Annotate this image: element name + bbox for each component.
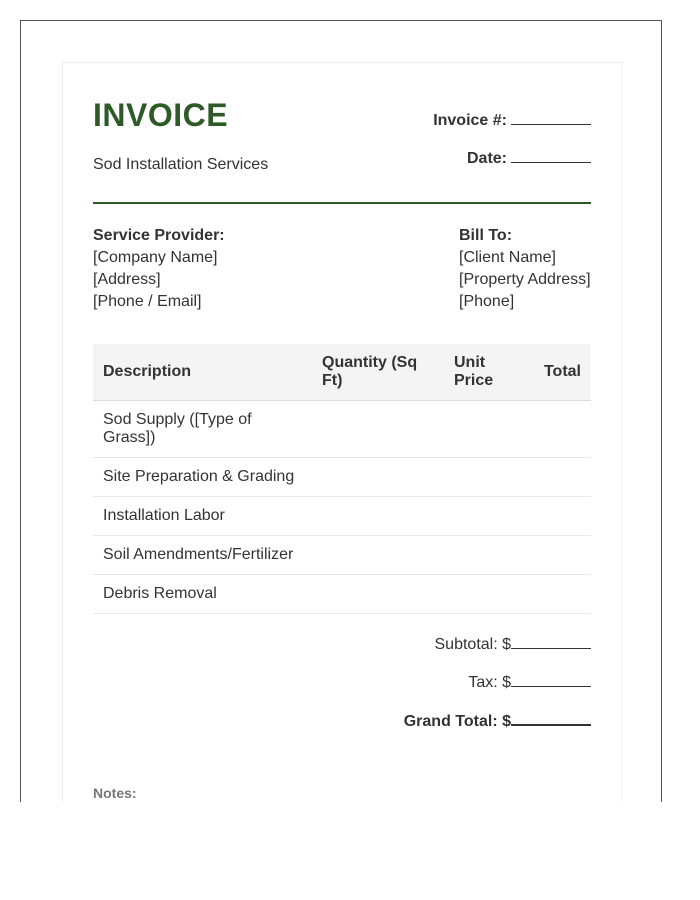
table-row	[93, 575, 591, 614]
row-unit-price[interactable]	[444, 497, 529, 536]
bill-to-block	[459, 225, 591, 313]
row-quantity[interactable]	[312, 536, 444, 575]
tax-blank[interactable]	[511, 673, 591, 687]
client-name: [Client Name]	[459, 249, 556, 266]
row-unit-price[interactable]	[444, 458, 529, 497]
invoice-sheet	[62, 62, 622, 802]
row-description: Site Preparation & Grading	[93, 458, 312, 497]
provider-company-name: [Company Name]	[93, 249, 218, 266]
invoice-date-label: Date:	[466, 150, 507, 167]
row-unit-price[interactable]	[444, 536, 529, 575]
subtotal-blank[interactable]	[511, 635, 591, 649]
property-address: [Property Address]	[459, 271, 591, 288]
row-total[interactable]	[529, 497, 591, 536]
row-description: Installation Labor	[93, 497, 312, 536]
row-quantity[interactable]	[312, 497, 444, 536]
table-row	[93, 497, 591, 536]
column-header-quantity: Quantity (Sq Ft)	[312, 344, 444, 401]
invoice-subtitle: Sod Installation Services	[93, 156, 269, 173]
row-quantity[interactable]	[312, 458, 444, 497]
row-unit-price[interactable]	[444, 401, 529, 458]
column-header-description: Description	[93, 344, 312, 401]
table-row	[93, 536, 591, 575]
bill-to-heading: Bill To:	[459, 227, 513, 244]
subtotal-label: Subtotal: $	[434, 636, 511, 653]
row-total[interactable]	[529, 401, 591, 458]
line-items-table	[93, 344, 591, 614]
table-row	[93, 401, 591, 458]
row-total[interactable]	[529, 536, 591, 575]
row-quantity[interactable]	[312, 575, 444, 614]
invoice-date-field	[467, 149, 591, 168]
invoice-title: INVOICE	[93, 97, 229, 133]
table-header-row	[93, 344, 591, 401]
subtotal-line	[435, 635, 592, 654]
row-unit-price[interactable]	[444, 575, 529, 614]
row-description: Sod Supply ([Type of Grass])	[93, 401, 312, 458]
column-header-unit-price: Unit Price	[444, 344, 529, 401]
row-description: Soil Amendments/Fertilizer	[93, 536, 312, 575]
column-header-total: Total	[529, 344, 591, 401]
row-description: Debris Removal	[93, 575, 312, 614]
invoice-number-field	[433, 111, 591, 130]
provider-contact: [Phone / Email]	[93, 293, 202, 310]
grand-total-line	[404, 712, 591, 731]
invoice-number-label: Invoice #:	[433, 112, 507, 129]
client-phone: [Phone]	[459, 293, 515, 310]
header-divider	[93, 202, 591, 204]
invoice-number-blank[interactable]	[511, 111, 591, 125]
invoice-date-blank[interactable]	[511, 149, 591, 163]
service-provider-heading: Service Provider:	[93, 227, 225, 244]
grand-total-label: Grand Total: $	[403, 713, 511, 730]
table-row	[93, 458, 591, 497]
grand-total-blank[interactable]	[511, 712, 591, 726]
notes-label: Notes:	[93, 785, 137, 801]
row-total[interactable]	[529, 458, 591, 497]
page-frame	[20, 20, 662, 802]
tax-line	[468, 673, 591, 692]
row-quantity[interactable]	[312, 401, 444, 458]
row-total[interactable]	[529, 575, 591, 614]
service-provider-block	[93, 225, 225, 313]
provider-address: [Address]	[93, 271, 161, 288]
tax-label: Tax: $	[468, 674, 511, 691]
